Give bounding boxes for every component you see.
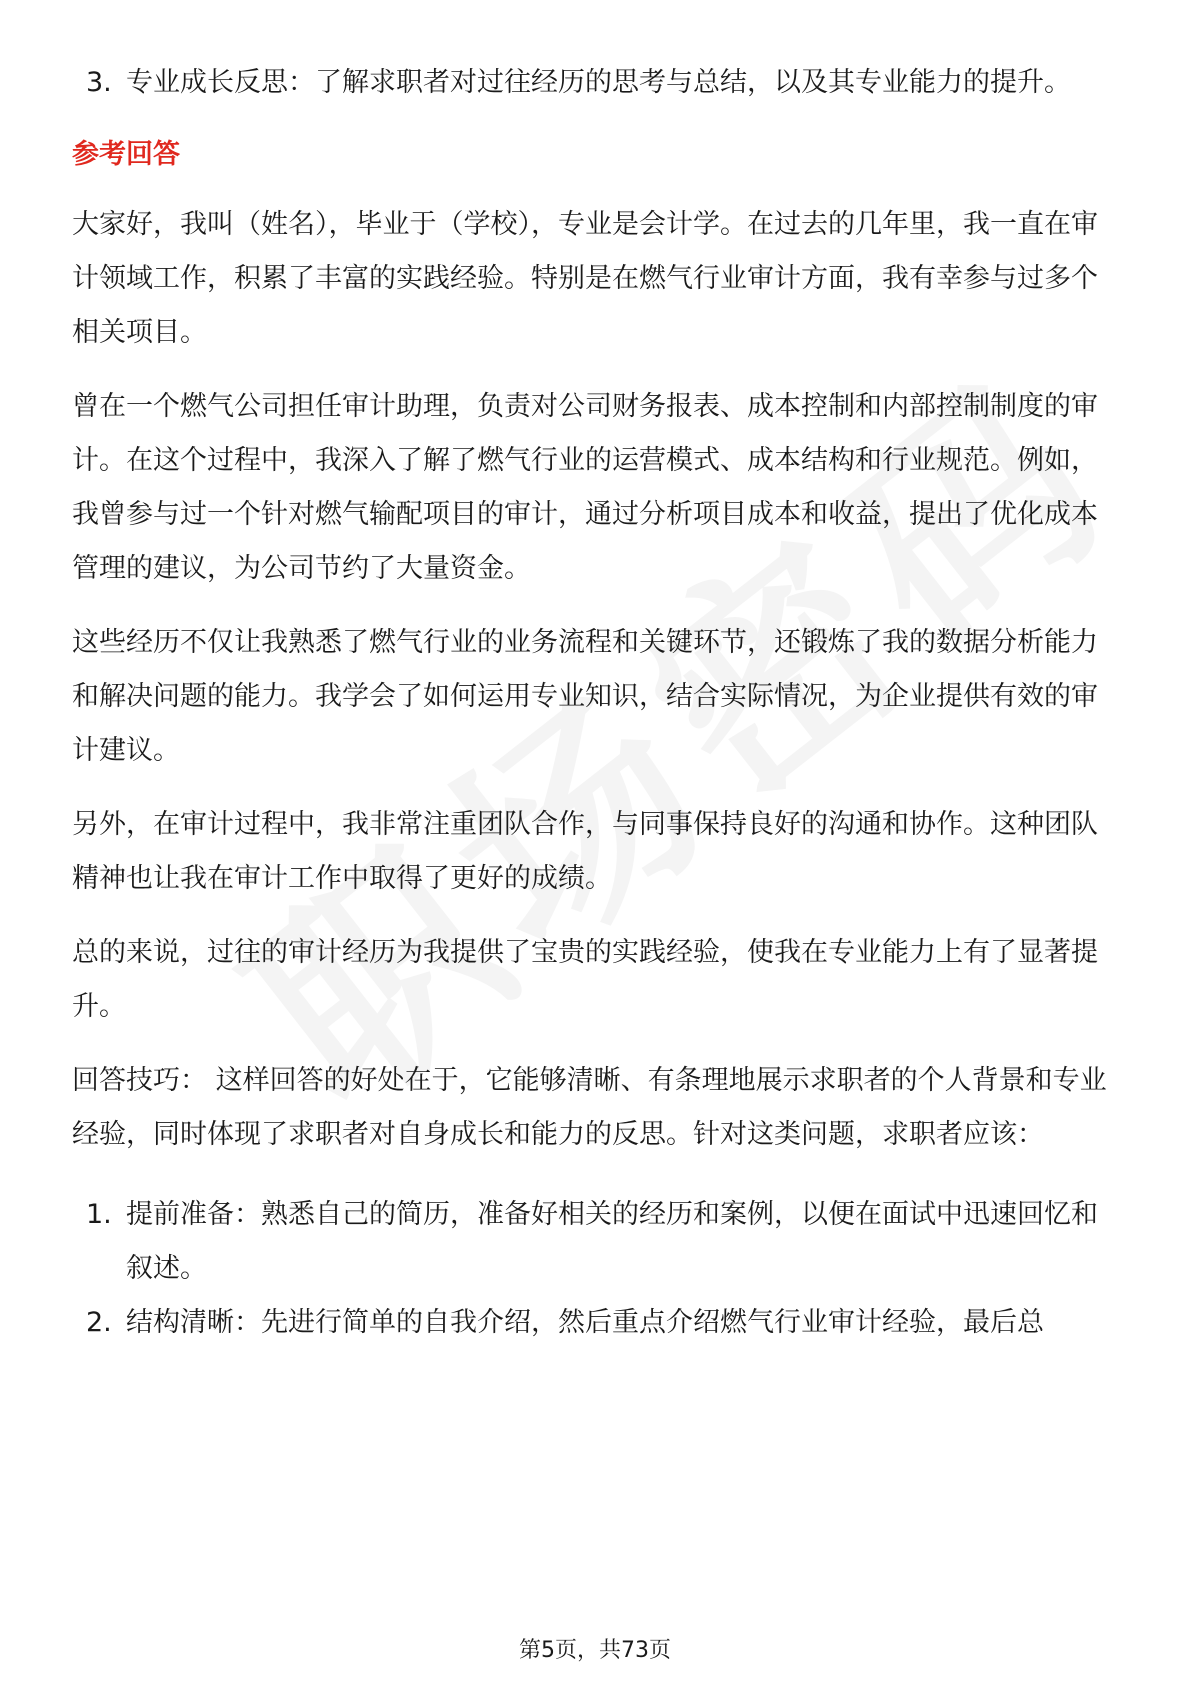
- page-content: [72, 56, 1122, 1350]
- paragraph: 曾在一个燃气公司担任审计助理，负责对公司财务报表、成本控制和内部控制制度的审计。在这个过程中，我深入了解了燃气行业的运营模式、成本结构和行业规范。例如，我曾参与过一个针对燃气输配项目的审计，通过分析项目成本和收益，提出了优化成本管理的建议，为公司节约了大量资金。: [72, 391, 1098, 584]
- list-number: 1.: [86, 1199, 112, 1230]
- list-item: [72, 1188, 1122, 1296]
- list-item-text: 提前准备：熟悉自己的简历，准备好相关的经历和案例，以便在面试中迅速回忆和叙述。: [126, 1199, 1098, 1284]
- list-item: [72, 56, 1122, 110]
- tips-list: [72, 1188, 1122, 1350]
- list-number: 2.: [86, 1307, 112, 1338]
- list-item-text: 结构清晰：先进行简单的自我介绍，然后重点介绍燃气行业审计经验，最后总: [126, 1307, 1044, 1338]
- list-item: [72, 1296, 1122, 1350]
- list-item-text: 专业成长反思：了解求职者对过往经历的思考与总结，以及其专业能力的提升。: [126, 67, 1071, 98]
- list-number: 3.: [86, 67, 112, 98]
- section-heading: 参考回答: [72, 139, 180, 170]
- paragraph: 这些经历不仅让我熟悉了燃气行业的业务流程和关键环节，还锻炼了我的数据分析能力和解决问题的能力。我学会了如何运用专业知识，结合实际情况，为企业提供有效的审计建议。: [72, 627, 1098, 766]
- paragraph: 总的来说，过往的审计经历为我提供了宝贵的实践经验，使我在专业能力上有了显著提升。: [72, 937, 1098, 1022]
- page-footer: 第5页，共73页: [519, 1638, 671, 1663]
- paragraph: 大家好，我叫（姓名），毕业于（学校），专业是会计学。在过去的几年里，我一直在审计领域工作，积累了丰富的实践经验。特别是在燃气行业审计方面，我有幸参与过多个相关项目。: [72, 209, 1098, 348]
- paragraph: 另外，在审计过程中，我非常注重团队合作，与同事保持良好的沟通和协作。这种团队精神也让我在审计工作中取得了更好的成绩。: [72, 809, 1098, 894]
- answer-tips-paragraph: 回答技巧： 这样回答的好处在于，它能够清晰、有条理地展示求职者的个人背景和专业经验，同时体现了求职者对自身成长和能力的反思。针对这类问题，求职者应该：: [72, 1065, 1107, 1150]
